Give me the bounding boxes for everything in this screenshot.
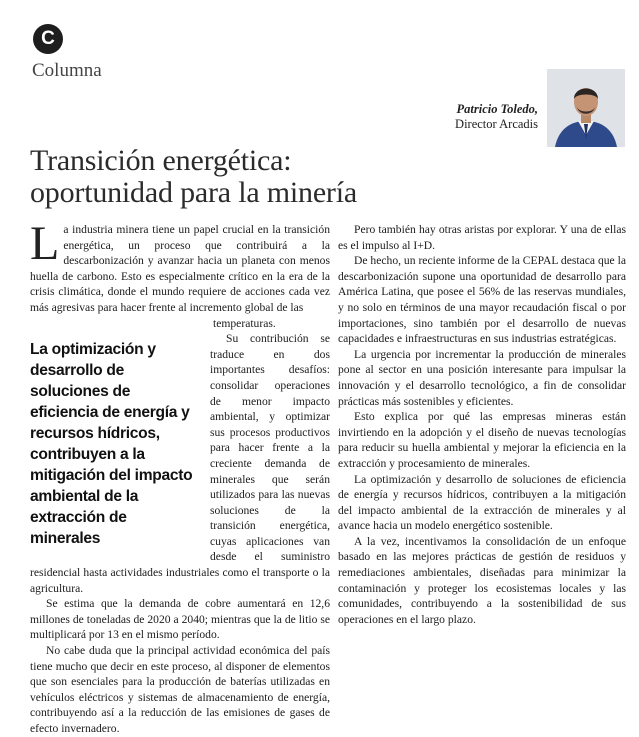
paragraph-9: La optimización y desarrollo de soluciones de eficiencia de energía y recursos hídricos, contribuyen a la mitigación del impacto ambiental de la extracción de minerales y al avance hacia un modelo energético sostenible. (338, 472, 626, 533)
paragraph-1 (30, 217, 330, 316)
author-portrait-icon (547, 69, 625, 147)
paragraph-6: De hecho, un reciente informe de la CEPAL destaca que la descarbonización supone una oportunidad de desarrollo para América Latina, que posee el 56% de las reservas mundiales, y no solo en términos de una mayor recaudación fiscal o por importaciones, sino también por el desarrollo de nuevas capacidades e infraestructuras en sus industrias estratégicas. (338, 254, 626, 346)
author-role: Director Arcadis (455, 117, 538, 131)
paragraph-5: Pero también hay otras aristas por explorar. Y una de ellas es el impulso al I+D. (338, 223, 626, 252)
paragraph-10: A la vez, incentivamos la consolidación de un enfoque basado en las mejores prácticas de gestión de residuos y remediaciones ambientales, diseñadas para minimizar la contaminación y proteger los ecosistemas locales y las comunidades, contribuyendo a la sostenibilidad de sus operaciones en el largo plazo. (338, 534, 626, 626)
section-label: Columna (32, 60, 102, 81)
paragraph-7: La urgencia por incrementar la producción de minerales pone al sector en una posición interesante para impulsar la innovación y el desarrollo tecnológico, a fin de consolidar prácticas más sostenibles y eficientes. (338, 347, 626, 408)
paragraph-1-tail: temperaturas. (213, 316, 276, 330)
paragraph-1-text: a industria minera tiene un papel crucial en la transición energética, un proceso que contribuirá a la descarbonización y avanzar hacia un planeta con menos huella de carbono. Esto es especialmente crítico en la era de la crisis climática, donde el mundo requiere de acciones cada vez más agresivas para hacer frente al incremento global de las (30, 223, 330, 314)
paragraph-8: Esto explica por qué las empresas mineras están invirtiendo en la adopción y el diseño de nuevas tecnologías para reducir su huella ambiental y mejorar la eficiencia en la extracción y procesamiento de minerales. (338, 410, 626, 470)
column-badge: C (33, 24, 63, 54)
pull-quote: La optimización y desarrollo de soluciones de eficiencia de energía y recursos hídricos, contribuyen a la mitigación del impacto ambiental de la extracción de minerales (30, 341, 193, 548)
paragraph-3: Se estima que la demanda de cobre aumentará en 12,6 millones de toneladas de 2020 a 2040; mientras que la de litio se multiplicará por 13 en el mismo período. (30, 597, 330, 642)
author-name: Patricio Toledo, (456, 102, 538, 116)
drop-cap: L (30, 217, 60, 270)
title-line-2: oportunidad para la minería (30, 176, 357, 209)
article-title (30, 145, 590, 209)
article-column-left (30, 217, 330, 737)
article-column-right (338, 222, 626, 627)
paragraph-4: No cabe duda que la principal actividad económica del país tiene mucho que decir en este proceso, al disponer de elementos que son esenciales para la producción de baterías utilizadas en vehículos eléctricos y sistemas de almacenamiento de energía, contribuyendo así a la reducción de las emisiones de gases de efecto invernadero. (30, 644, 330, 735)
author-byline (455, 102, 538, 132)
paragraph-2: Su contribución se traduce en dos importantes desafíos: consolidar operaciones de menor impacto ambiental, y optimizar sus procesos productivos para hacer frente a la creciente demanda de minerales que serán utilizados para las nuevas soluciones de la transición energética, cuyas aplicaciones van desde el suministro residencial hasta actividades industriales como el transporte o la agricultura. (30, 332, 330, 595)
title-line-1: Transición energética: (30, 144, 292, 177)
